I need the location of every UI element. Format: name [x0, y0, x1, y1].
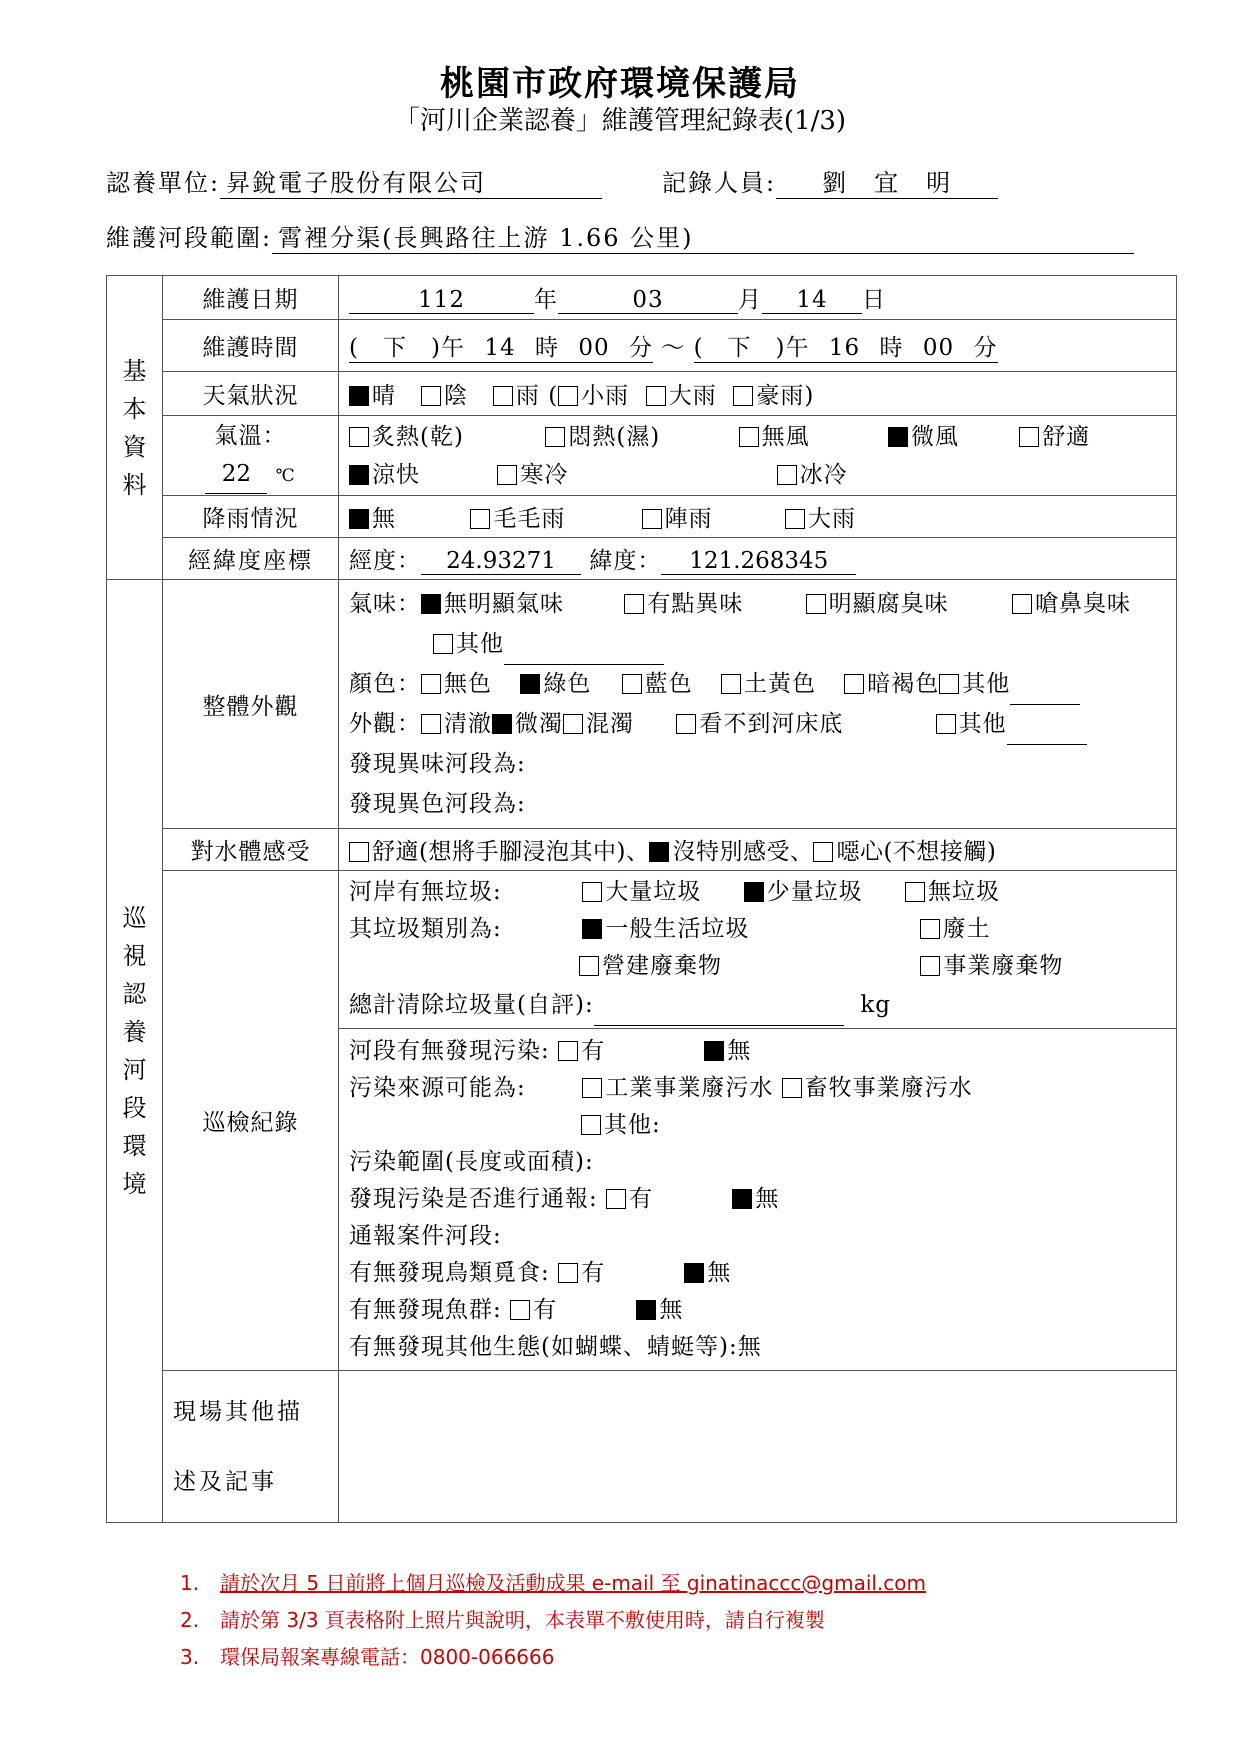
start-hour: 14	[484, 334, 516, 361]
appearance-cell	[339, 580, 1177, 829]
inspection-cell	[339, 1029, 1177, 1371]
rain-none-checkbox[interactable]	[349, 509, 369, 529]
weather-paren-open: (	[548, 383, 559, 409]
fish-yes-checkbox[interactable]	[510, 1300, 530, 1320]
look-nobed-label: 看不到河床底	[699, 711, 844, 737]
smell-pungent-label: 嗆鼻臭味	[1034, 591, 1131, 617]
feeling-comfort-checkbox[interactable]	[349, 842, 369, 862]
type-industrial-label: 事業廢棄物	[943, 953, 1064, 979]
color-green-checkbox[interactable]	[520, 674, 540, 694]
type-soil-checkbox[interactable]	[920, 919, 940, 939]
page-title: 桃園市政府環境保護局	[440, 64, 800, 104]
smell-none-checkbox[interactable]	[421, 594, 441, 614]
look-slight-label: 微濁	[515, 711, 563, 737]
weather-sunny-checkbox[interactable]	[349, 386, 369, 406]
look-slight-checkbox[interactable]	[492, 714, 512, 734]
source-livestock-checkbox[interactable]	[782, 1078, 802, 1098]
range-label: 維護河段範圍:	[106, 224, 273, 252]
recorder-label: 記錄人員:	[662, 169, 777, 197]
start-time-field[interactable]	[349, 329, 653, 363]
type-household-checkbox[interactable]	[582, 919, 602, 939]
odd-color-section: 發現異色河段為:	[349, 791, 526, 817]
temperature-label: 氣溫：	[214, 422, 287, 449]
weather-storm-label: 豪雨	[756, 383, 805, 409]
rain-heavy-checkbox[interactable]	[785, 509, 805, 529]
time-separator: ～	[661, 334, 686, 361]
rainfall-label: 降雨情況	[163, 496, 339, 538]
birds-label: 有無發現鳥類覓食:	[349, 1260, 550, 1286]
smell-other-checkbox[interactable]	[433, 634, 453, 654]
day-field[interactable]: 14	[762, 287, 862, 314]
garbage-total-unit: kg	[860, 992, 891, 1018]
color-other-label: 其他	[962, 671, 1011, 697]
type-soil-label: 廢土	[942, 916, 991, 942]
start-minute: 00	[578, 334, 610, 361]
garbage-none-checkbox[interactable]	[905, 882, 925, 902]
color-other-checkbox[interactable]	[939, 674, 959, 694]
year-unit: 年	[534, 287, 558, 313]
latitude-label: 緯度：	[589, 548, 662, 574]
footnote-3-text: 環保局報案專線電話：0800-066666	[220, 1645, 555, 1669]
temp-hot-label: 炙熱(乾)	[372, 423, 464, 450]
color-brown-label: 暗褐色	[867, 671, 940, 697]
rain-shower-label: 陣雨	[664, 506, 713, 532]
garbage-total-field[interactable]	[594, 985, 844, 1026]
month-unit: 月	[738, 287, 762, 313]
source-industrial-label: 工業事業廢污水	[605, 1075, 774, 1101]
form-subtitle: 「河川企業認養」維護管理紀錄表(1/3)	[393, 106, 847, 136]
end-hour: 16	[828, 334, 861, 361]
range-row	[106, 218, 1134, 254]
color-blue-label: 藍色	[644, 671, 693, 697]
longitude-field[interactable]: 24.93271	[421, 548, 581, 575]
type-household-label: 一般生活垃圾	[605, 916, 750, 942]
temp-breeze-label: 微風	[910, 423, 959, 450]
latitude-field[interactable]: 121.268345	[661, 548, 856, 575]
source-label: 污染來源可能為:	[349, 1075, 526, 1101]
end-hour-unit: 時	[879, 334, 904, 361]
type-construction-label: 營建廢棄物	[602, 953, 722, 979]
feeling-comfort-label: 舒適(想將手腳浸泡其中)、	[372, 839, 650, 865]
section-basic	[107, 276, 163, 580]
report-label: 發現污染是否進行通報:	[349, 1186, 598, 1212]
temp-comfort-label: 舒適	[1042, 423, 1091, 450]
pollution-label: 河段有無發現污染:	[349, 1038, 550, 1064]
weather-heavy-label: 大雨	[668, 383, 717, 409]
temp-humid-label: 悶熱(濕)	[568, 423, 661, 450]
weather-label: 天氣狀況	[163, 372, 339, 416]
weather-sunny-label: 晴	[372, 383, 396, 409]
garbage-little-checkbox[interactable]	[744, 882, 764, 902]
birds-yes-checkbox[interactable]	[558, 1263, 578, 1283]
adopter-field[interactable]: 昇銳電子股份有限公司	[220, 163, 602, 199]
source-other-label: 其他:	[604, 1112, 661, 1138]
section-patrol	[107, 580, 163, 1523]
garbage-much-checkbox[interactable]	[582, 882, 602, 902]
temp-comfort-checkbox[interactable]	[1019, 427, 1039, 447]
look-turbid-label: 混濁	[586, 711, 634, 737]
end-minute: 00	[922, 334, 955, 361]
report-no-checkbox[interactable]	[732, 1189, 752, 1209]
temperature-cell	[163, 416, 339, 496]
smell-none-label: 無明顯氣味	[444, 591, 564, 617]
garbage-much-label: 大量垃圾	[605, 879, 702, 905]
weather-rain-checkbox[interactable]	[493, 386, 513, 406]
footnote-3	[180, 1639, 926, 1676]
look-other-field[interactable]	[1007, 704, 1087, 745]
report-no-label: 無	[755, 1186, 780, 1212]
start-minute-unit: 分	[628, 334, 653, 361]
smell-slight-label: 有點異味	[647, 591, 744, 617]
smell-other-label: 其他	[456, 631, 504, 657]
fish-no-checkbox[interactable]	[636, 1300, 656, 1320]
footnote-2	[180, 1602, 926, 1639]
fish-no-label: 無	[659, 1297, 684, 1323]
recorder-field[interactable]: 劉 宜 明	[776, 163, 998, 199]
fish-label: 有無發現魚群:	[349, 1297, 502, 1323]
weather-heavy-checkbox[interactable]	[646, 386, 666, 406]
temp-hot-checkbox[interactable]	[349, 427, 369, 447]
look-turbid-checkbox[interactable]	[563, 714, 583, 734]
look-clear-checkbox[interactable]	[421, 714, 441, 734]
garbage-total-label: 總計清除垃圾量(自評):	[349, 992, 594, 1018]
pollution-yes-label: 有	[581, 1038, 606, 1064]
odd-smell-section: 發現異味河段為:	[349, 751, 526, 777]
temp-freezing-label: 冰冷	[799, 461, 848, 488]
end-ampm: ( 下 )午	[693, 334, 810, 361]
feeling-cell	[339, 829, 1177, 871]
temp-cold-checkbox[interactable]	[497, 465, 517, 485]
coords-label: 經緯度座標	[163, 538, 339, 580]
eco-label: 有無發現其他生態(如蝴蝶、蜻蜓等):	[349, 1334, 738, 1360]
smell-rotten-label: 明顯腐臭味	[828, 591, 949, 617]
birds-no-label: 無	[707, 1260, 732, 1286]
temp-breeze-checkbox[interactable]	[888, 427, 908, 447]
temp-humid-checkbox[interactable]	[545, 427, 565, 447]
weather-storm-checkbox[interactable]	[733, 386, 753, 406]
adopter-label: 認養單位:	[106, 169, 221, 197]
other-notes-label-2: 述及記事	[173, 1468, 277, 1495]
temp-cool-label: 涼快	[372, 461, 420, 488]
temp-nowind-checkbox[interactable]	[739, 427, 759, 447]
look-label: 外觀：	[349, 711, 421, 737]
garbage-none-label: 無垃圾	[927, 879, 1000, 905]
end-time-field[interactable]	[694, 329, 998, 363]
weather-cell	[339, 372, 1177, 416]
start-ampm: ( 下 )午	[349, 334, 465, 361]
weather-light-checkbox[interactable]	[558, 386, 578, 406]
eco-value: 無	[737, 1334, 762, 1360]
feeling-disgust-checkbox[interactable]	[813, 842, 833, 862]
adopter-row	[106, 163, 602, 199]
smell-label: 氣味：	[349, 591, 421, 617]
appearance-label: 整體外觀	[163, 580, 339, 829]
garbage-type-label: 其垃圾類別為:	[349, 916, 502, 942]
day-unit: 日	[862, 287, 886, 313]
weather-rain-label: 雨	[515, 383, 540, 409]
smell-pungent-checkbox[interactable]	[1012, 594, 1032, 614]
look-clear-label: 清澈	[444, 711, 492, 737]
source-industrial-checkbox[interactable]	[582, 1078, 602, 1098]
patrol-label: 巡檢紀錄	[163, 871, 339, 1371]
feeling-label: 對水體感受	[163, 829, 339, 871]
temp-freezing-checkbox[interactable]	[777, 465, 797, 485]
date-cell	[339, 276, 1177, 320]
weather-cloudy-label: 陰	[443, 383, 468, 409]
other-notes-label-1: 現場其他描	[173, 1398, 303, 1425]
garbage-little-label: 少量垃圾	[766, 879, 863, 905]
section-basic-label: 基本資料	[122, 356, 148, 499]
temperature-unit: ℃	[275, 465, 296, 486]
case-label: 通報案件河段:	[349, 1223, 502, 1249]
temp-cool-checkbox[interactable]	[349, 465, 369, 485]
temp-nowind-label: 無風	[761, 423, 810, 450]
type-construction-checkbox[interactable]	[579, 956, 599, 976]
color-label: 顏色：	[349, 671, 421, 697]
temp-cold-label: 寒冷	[520, 461, 569, 488]
report-yes-checkbox[interactable]	[606, 1189, 626, 1209]
smell-slight-checkbox[interactable]	[624, 594, 644, 614]
start-hour-unit: 時	[534, 334, 559, 361]
color-none-label: 無色	[444, 671, 492, 697]
rain-drizzle-checkbox[interactable]	[470, 509, 490, 529]
type-industrial-checkbox[interactable]	[920, 956, 940, 976]
footnote-1-num: 1.	[180, 1571, 200, 1595]
garbage-label: 河岸有無垃圾:	[349, 879, 502, 905]
weather-paren-close: )	[804, 383, 815, 409]
pollution-no-checkbox[interactable]	[704, 1041, 724, 1061]
feeling-none-checkbox[interactable]	[649, 842, 669, 862]
other-notes-field[interactable]	[339, 1371, 1177, 1523]
coords-cell	[339, 538, 1177, 580]
longitude-label: 經度：	[349, 548, 421, 574]
footnote-1	[180, 1565, 926, 1602]
birds-yes-label: 有	[581, 1260, 606, 1286]
feeling-disgust-label: 噁心(不想接觸)	[836, 839, 997, 865]
smell-rotten-checkbox[interactable]	[806, 594, 826, 614]
color-none-checkbox[interactable]	[421, 674, 441, 694]
color-blue-checkbox[interactable]	[622, 674, 642, 694]
recorder-row	[662, 163, 998, 199]
look-other-checkbox[interactable]	[936, 714, 956, 734]
temperature-field[interactable]: 22	[205, 455, 267, 494]
section-patrol-label: 巡視認養河段環境	[122, 904, 148, 1198]
footnote-1-text: 請於次月 5 日前將上個月巡檢及活動成果 e-mail 至 ginatinaccc@gmail.com	[220, 1571, 927, 1595]
end-minute-unit: 分	[973, 334, 998, 361]
rain-drizzle-label: 毛毛雨	[493, 506, 566, 532]
range-field[interactable]: 霄裡分渠(長興路往上游 1.66 公里)	[272, 218, 1134, 254]
time-cell	[339, 320, 1177, 372]
feeling-none-label: 沒特別感受、	[672, 839, 814, 865]
fish-yes-label: 有	[533, 1297, 558, 1323]
footnote-2-num: 2.	[180, 1608, 200, 1632]
rain-none-label: 無	[372, 506, 396, 532]
color-other-field[interactable]	[1010, 664, 1080, 705]
color-yellow-checkbox[interactable]	[721, 674, 741, 694]
source-other-checkbox[interactable]	[581, 1115, 601, 1135]
footnotes	[180, 1565, 926, 1676]
rainfall-cell	[339, 496, 1177, 538]
other-notes-label-cell	[163, 1371, 339, 1523]
garbage-cell	[339, 871, 1177, 1029]
source-livestock-label: 畜牧事業廢污水	[804, 1075, 973, 1101]
pollution-no-label: 無	[727, 1038, 752, 1064]
smell-other-field[interactable]	[504, 624, 664, 665]
color-brown-checkbox[interactable]	[844, 674, 864, 694]
maintenance-form-table	[106, 275, 1177, 1523]
birds-no-checkbox[interactable]	[684, 1263, 704, 1283]
year-field[interactable]: 112	[349, 287, 534, 314]
weather-cloudy-checkbox[interactable]	[421, 386, 441, 406]
rain-heavy-label: 大雨	[807, 506, 856, 532]
color-green-label: 綠色	[543, 671, 592, 697]
look-other-label: 其他	[958, 711, 1007, 737]
rain-shower-checkbox[interactable]	[642, 509, 662, 529]
weather-light-label: 小雨	[581, 383, 630, 409]
date-label: 維護日期	[163, 276, 339, 320]
color-yellow-label: 土黃色	[743, 671, 816, 697]
footnote-2-text: 請於第 3/3 頁表格附上照片與說明，本表單不敷使用時，請自行複製	[220, 1608, 825, 1632]
report-yes-label: 有	[629, 1186, 654, 1212]
footnote-3-num: 3.	[180, 1645, 200, 1669]
month-field[interactable]: 03	[558, 287, 738, 314]
look-nobed-checkbox[interactable]	[676, 714, 696, 734]
pollution-range-label: 污染範圍(長度或面積):	[349, 1149, 594, 1175]
pollution-yes-checkbox[interactable]	[558, 1041, 578, 1061]
time-label: 維護時間	[163, 320, 339, 372]
temperature-options-cell	[339, 416, 1177, 496]
